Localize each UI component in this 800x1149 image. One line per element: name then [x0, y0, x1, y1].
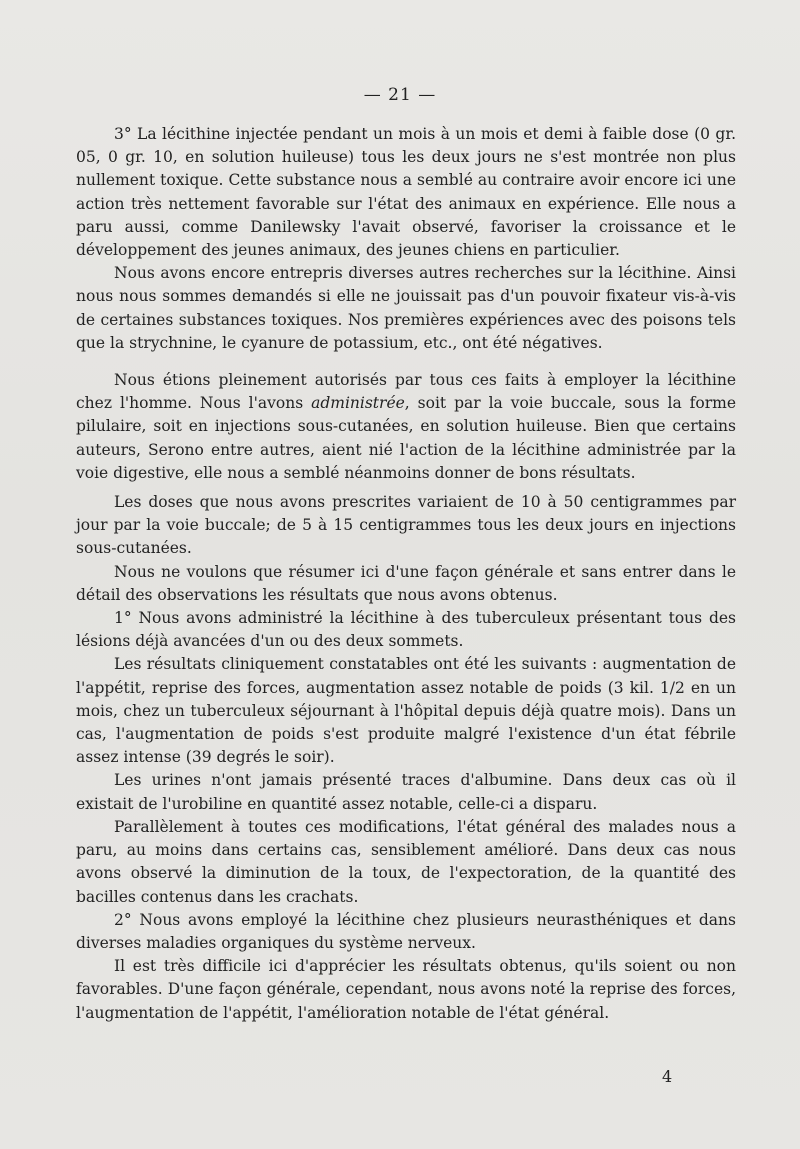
- paragraph-results: Les résultats cliniquement constatables ont été les suivants : augmentation de l'appétit, reprise des forces, augmentation assez notable de poids (3 kil. 1/2 en un mois, chez un tuberculeux séjournant à l'hôpital depuis déjà quatre mois). Dans un cas, l'augmentation de poids s'est produite malgré l'existence d'un état fébrile assez intense (39 degrés le soir).: [76, 655, 736, 767]
- paragraph-difficult-assessment: Il est très difficile ici d'apprécier les résultats obtenus, qu'ils soient ou non favorables. D'une façon générale, cependant, nous avons noté la reprise des forces, l'augmentation de l'appétit, l'amélioration notable de l'état général.: [76, 957, 736, 1022]
- paragraph-doses: Les doses que nous avons prescrites variaient de 10 à 50 centigrammes par jour par la voie buccale; de 5 à 15 centigrammes tous les deux jours en injections sous-cutanées.: [76, 493, 736, 558]
- paragraph-neurasthenia: 2° Nous avons employé la lécithine chez plusieurs neurasthéniques et dans diverses maladies organiques du système nerveux.: [76, 910, 736, 952]
- body-text: [76, 123, 736, 1025]
- paragraph-lecithin-injection: 3° La lécithine injectée pendant un mois à un mois et demi à faible dose (0 gr. 05, 0 gr. 10, en solution huileuse) tous les deux jours ne s'est montrée non plus nullement toxique. Cette substance nous a semblé au contraire avoir encore ici une action très nettement favorable sur l'état des animaux en expérience. Elle nous a paru aussi, comme Danilewsky l'avait observé, favoriser la croissance et le développement des jeunes animaux, des jeunes chiens en particulier.: [76, 125, 736, 260]
- emphasis-administree: administrée: [311, 394, 405, 413]
- paragraph-summary: Nous ne voulons que résumer ici d'une façon générale et sans entrer dans le détail des observations les résultats que nous avons obtenus.: [76, 562, 736, 604]
- paragraph-urines: Les urines n'ont jamais présenté traces d'albumine. Dans deux cas où il existait de l'urobiline en quantité assez notable, celle-ci a disparu.: [76, 771, 736, 813]
- paragraph-general-state: Parallèlement à toutes ces modifications, l'état général des malades nous a paru, au moins dans certains cas, sensiblement amélioré. Dans deux cas nous avons observé la diminution de la toux, de l'expectoration, de la quantité des bacilles contenus dans les crachats.: [76, 817, 736, 906]
- page-number: — 21 —: [363, 85, 437, 105]
- signature-mark: 4: [662, 1067, 673, 1086]
- paragraph-tuberculosis: 1° Nous avons administré la lécithine à des tuberculeux présentant tous des lésions déjà avancées d'un ou des deux sommets.: [76, 609, 736, 651]
- paragraph-other-research: Nous avons encore entrepris diverses autres recherches sur la lécithine. Ainsi nous nous sommes demandés si elle ne jouissait pas d'un pouvoir fixateur vis-à-vis de certaines substances toxiques. Nos premières expériences avec des poisons tels que la strychnine, le cyanure de potassium, etc., ont été négatives.: [76, 264, 736, 352]
- paragraph-human-use: Nous étions pleinement autorisés par tous ces faits à employer la lécithine chez l'homme. Nous l'avons administrée, soit par la voie buccale, sous la forme pilulaire, soit en injections sous-cutanées, en solution huileuse. Bien que certains auteurs, Serono entre autres, aient nié l'action de la lécithine administrée par la voie digestive, elle nous a semblé néanmoins donner de bons résultats.: [76, 371, 736, 482]
